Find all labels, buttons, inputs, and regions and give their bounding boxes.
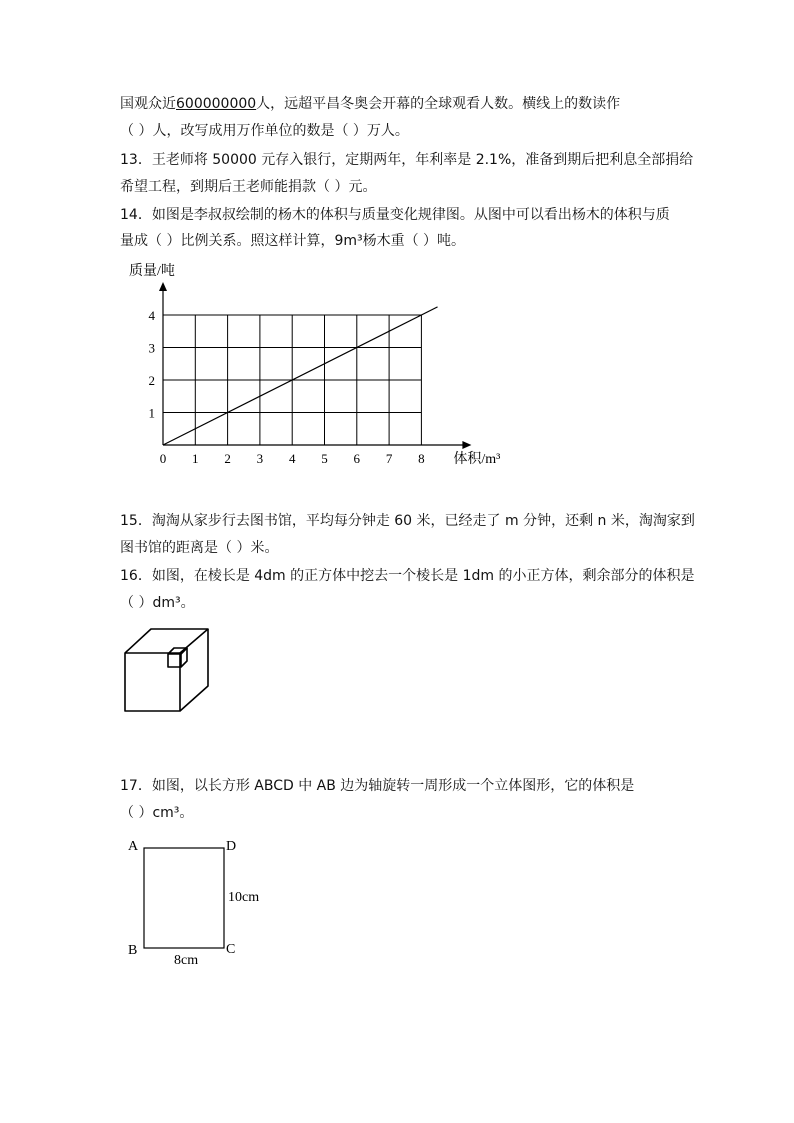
small-cube-front [168,654,181,667]
q12-line2: （ ）人，改写成用万作单位的数是（ ）万人。 [120,123,409,139]
x-tick-label: 4 [288,451,296,466]
label-a: A [128,839,139,854]
label-d: D [226,839,237,854]
y-tick-label: 4 [148,308,155,323]
q12-text: 国观众近 [120,96,176,112]
series-line [163,307,438,445]
y-axis-arrow [159,282,167,291]
q16-line1: 16．如图，在棱长是 4dm 的正方体中挖去一个棱长是 1dm 的小正方体，剩余部分的体积是 [120,568,695,584]
q12-text-post: 人，远超平昌冬奥会开幕的全球观看人数。横线上的数读作 [256,96,621,112]
label-height: 10cm [228,890,260,905]
q16-line2: （ ）dm³。 [120,595,195,611]
cube-front-face [125,653,180,711]
q14-line1: 14．如图是李叔叔绘制的杨木的体积与质量变化规律图。从图中可以看出杨木的体积与质 [120,207,670,223]
q15-line2: 图书馆的距离是（ ）米。 [120,540,279,556]
x-tick-label: 6 [353,451,361,466]
q12-underlined-number: 600000000 [176,96,257,112]
x-tick-label: 2 [224,451,231,466]
volume-mass-chart [0,0,794,480]
x-tick-label: 7 [385,451,393,466]
cube-top-face [125,629,208,653]
label-b: B [128,943,138,958]
x-tick-label: 1 [192,451,199,466]
q14-line2: 量成（ ）比例关系。照这样计算，9m³杨木重（ ）吨。 [120,233,466,249]
chart-series [163,307,438,445]
y-tick-label: 2 [148,373,155,388]
q17-line2: （ ）cm³。 [120,805,194,821]
q13-line1: 13．王老师将 50000 元存入银行，定期两年，年利率是 2.1%，准备到期后把利息全部捐给 [120,152,694,168]
q13-line2: 希望工程，到期后王老师能捐款（ ）元。 [120,179,377,195]
x-tick-label: 3 [256,451,264,466]
cube-figure [115,620,225,720]
y-tick-label: 3 [148,340,155,356]
rectangle-abcd-figure [120,830,290,970]
x-axis-arrow [462,441,471,449]
y-tick-label: 1 [148,405,155,421]
x-tick-label: 5 [321,451,328,466]
rectangle-abcd [144,848,224,948]
q17-line1: 17．如图，以长方形 ABCD 中 AB 边为轴旋转一周形成一个立体图形，它的体积是 [120,778,635,794]
label-width: 8cm [174,953,199,968]
x-tick-label: 8 [418,451,425,466]
chart-labels [129,263,500,467]
q15-line1: 15．淘淘从家步行去图书馆，平均每分钟走 60 米，已经走了 m 分钟，还剩 n 米，淘淘家到 [120,513,695,529]
x-tick-label: 0 [159,451,167,466]
y-axis-label: 质量/吨 [129,264,175,279]
label-c: C [226,942,236,957]
x-axis-label: 体积/m³ [453,452,501,467]
